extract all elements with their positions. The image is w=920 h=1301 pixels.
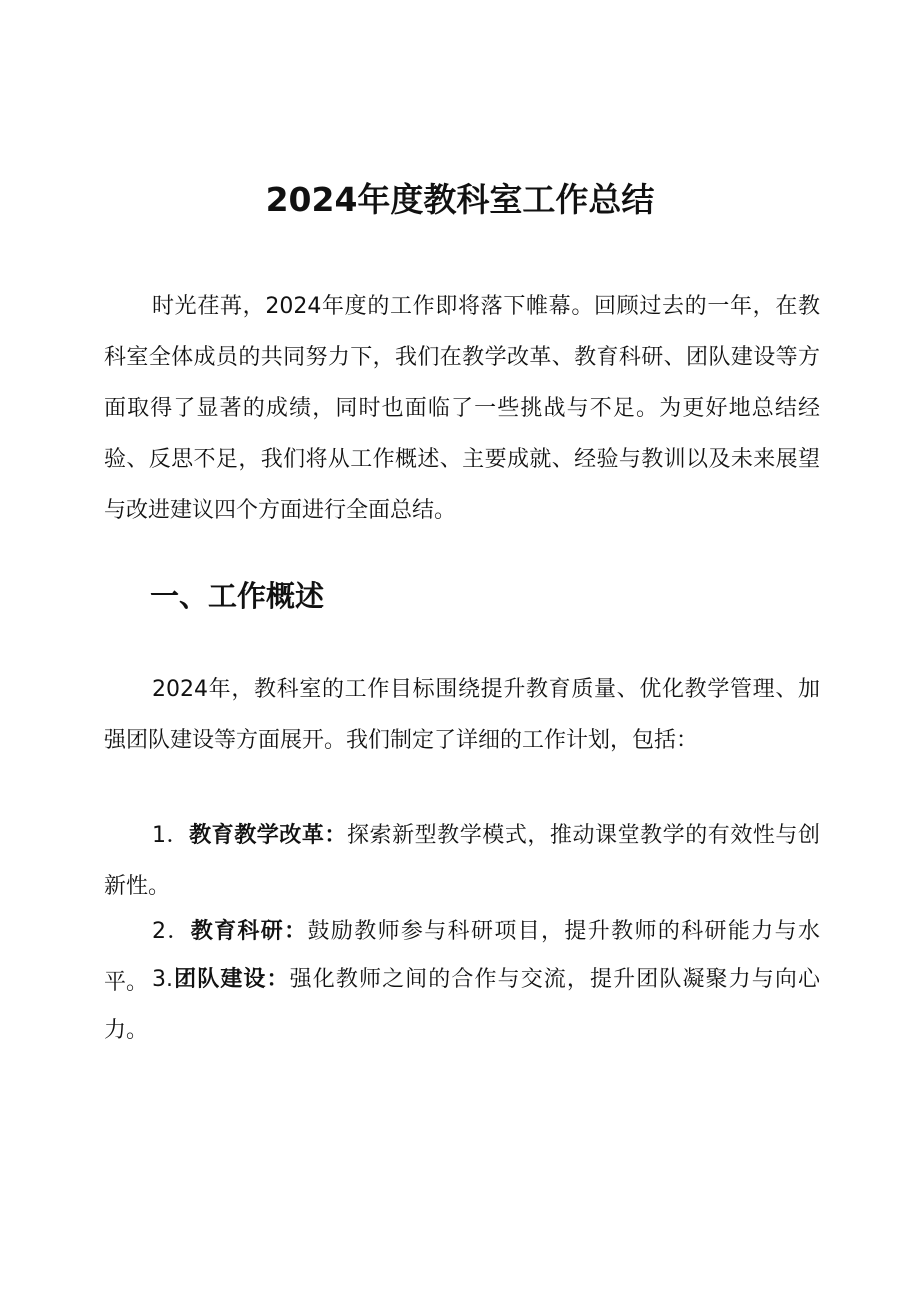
overview-paragraph: 2024年，教科室的工作目标围绕提升教育质量、优化教学管理、加强团队建设等方面展开。我们制定了详细的工作计划，包括： bbox=[104, 677, 820, 753]
list-item-team-building bbox=[104, 954, 820, 1056]
list-item-teaching-reform bbox=[104, 810, 820, 912]
list-item-text: 鼓励教师参与科研项目，提升教师的科研能力与水平。 bbox=[104, 919, 820, 995]
list-item-number: 2． bbox=[152, 919, 191, 944]
list-item-label: 教育教学改革： bbox=[189, 823, 347, 848]
section-heading-overview: 一、工作概述 bbox=[150, 579, 325, 613]
list-item-label: 教育科研： bbox=[190, 919, 308, 944]
list-item-label: 团队建设： bbox=[173, 967, 290, 992]
list-item-text: 强化教师之间的合作与交流，提升团队凝聚力与向心力。 bbox=[104, 967, 820, 1043]
intro-paragraph: 时光荏苒，2024年度的工作即将落下帷幕。回顾过去的一年，在教科室全体成员的共同努力下，我们在教学改革、教育科研、团队建设等方面取得了显著的成绩，同时也面临了一些挑战与不足。为更好地总结经验、反思不足，我们将从工作概述、主要成就、经验与教训以及未来展望与改进建议四个方面进行全面总结。 bbox=[104, 294, 820, 523]
list-item-text: 探索新型教学模式，推动课堂教学的有效性与创新性。 bbox=[104, 823, 820, 899]
list-item-number: 3. bbox=[152, 967, 173, 992]
list-item-number: 1． bbox=[152, 823, 190, 848]
document-title: 2024年度教科室工作总结 bbox=[265, 180, 655, 219]
